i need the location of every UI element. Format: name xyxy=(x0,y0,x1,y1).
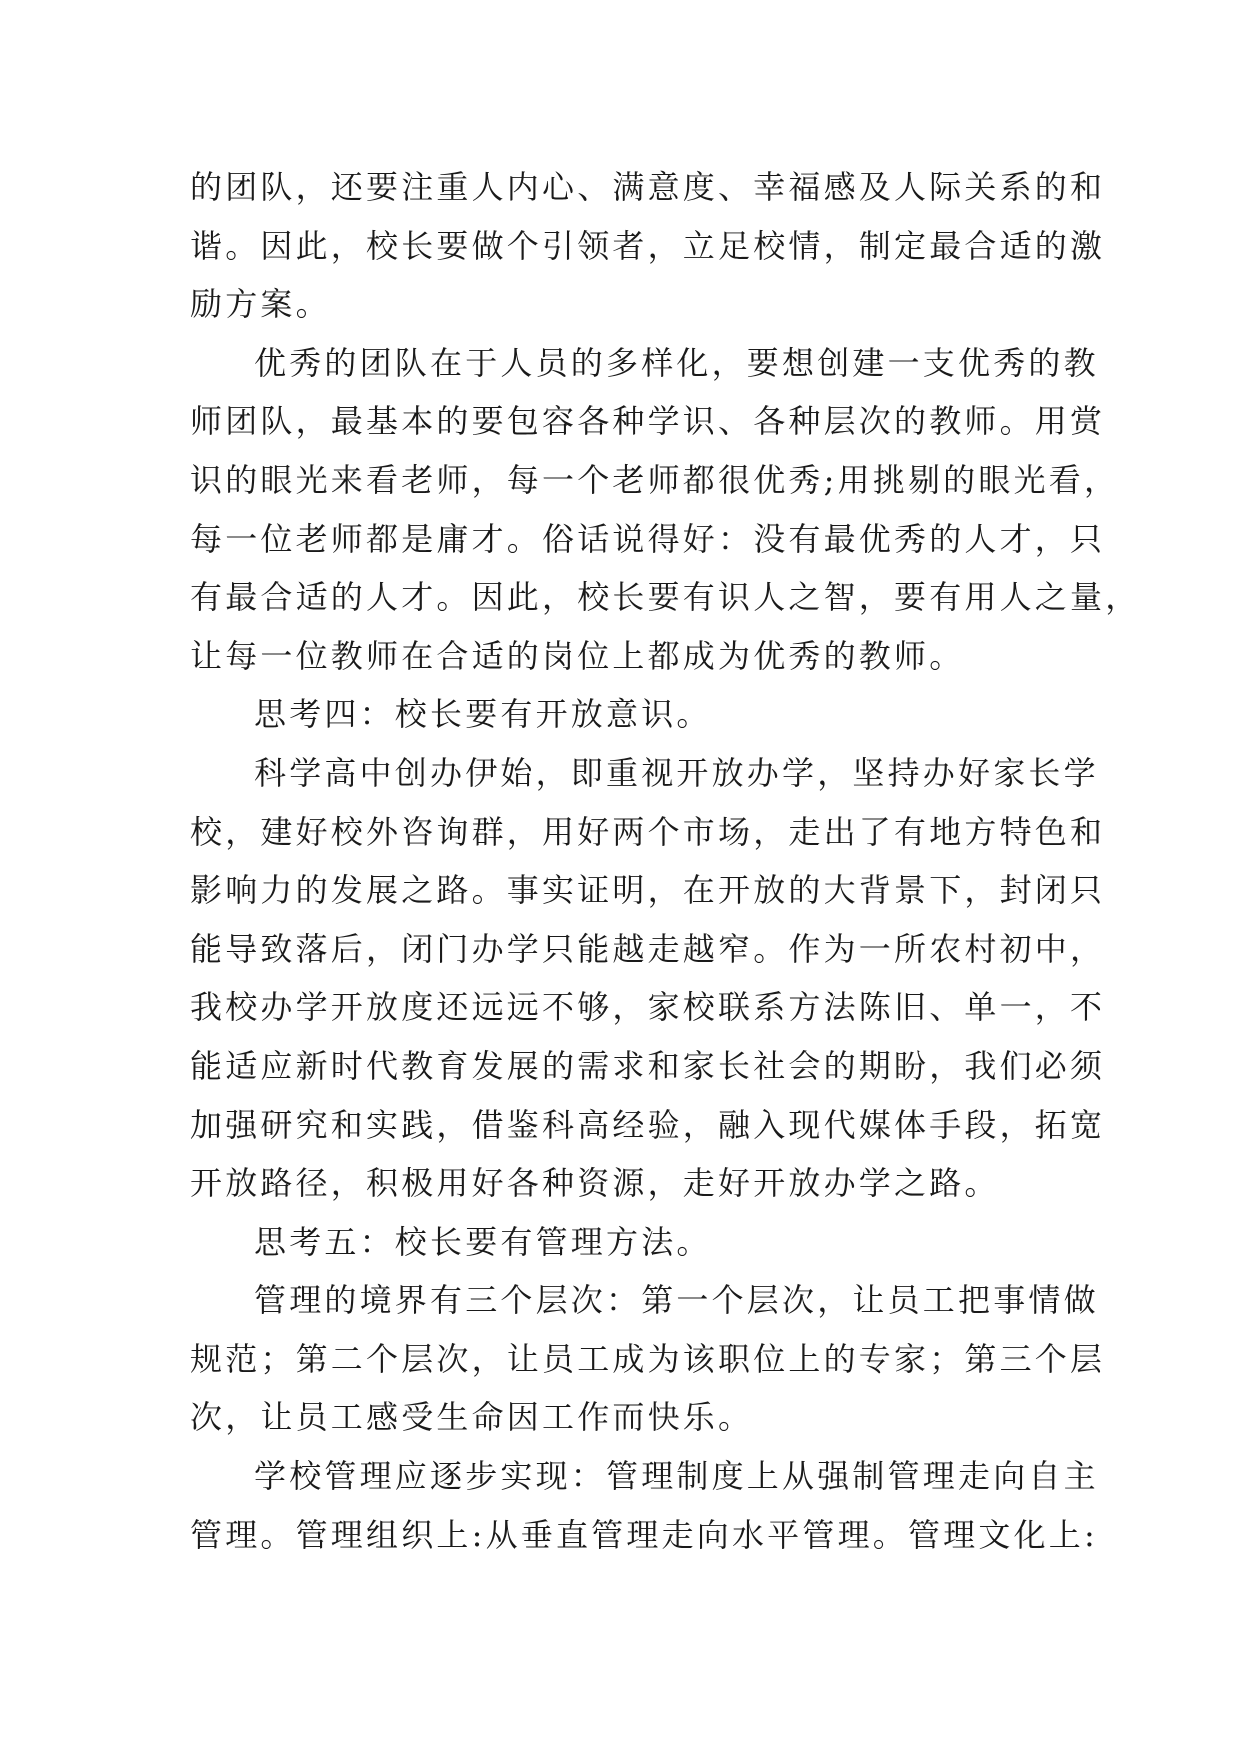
paragraph-line: 规范；第二个层次，让员工成为该职位上的专家；第三个层 xyxy=(190,1339,1106,1378)
paragraph-line: 优秀的团队在于人员的多样化，要想创建一支优秀的教 xyxy=(254,343,1099,382)
paragraph-line: 识的眼光来看老师，每一个老师都很优秀;用挑剔的眼光看， xyxy=(190,460,1120,499)
paragraph-line: 能导致落后，闭门办学只能越走越窄。作为一所农村初中， xyxy=(190,929,1106,968)
paragraph-line: 校，建好校外咨询群，用好两个市场，走出了有地方特色和 xyxy=(190,812,1106,851)
paragraph-line: 能适应新时代教育发展的需求和家长社会的期盼，我们必须 xyxy=(190,1046,1106,1085)
paragraph-line: 谐。因此，校长要做个引领者，立足校情，制定最合适的激 xyxy=(190,226,1106,265)
paragraph-line: 管理的境界有三个层次：第一个层次，让员工把事情做 xyxy=(254,1281,1099,1320)
paragraph-line: 师团队，最基本的要包容各种学识、各种层次的教师。用赏 xyxy=(190,402,1106,441)
paragraph-line: 学校管理应逐步实现：管理制度上从强制管理走向自主 xyxy=(254,1457,1099,1496)
paragraph-line: 每一位老师都是庸才。俗话说得好：没有最优秀的人才，只 xyxy=(190,519,1106,558)
paragraph-line: 让每一位教师在合适的岗位上都成为优秀的教师。 xyxy=(190,636,965,675)
paragraph-line: 次，让员工感受生命因工作而快乐。 xyxy=(190,1398,754,1437)
paragraph-line: 我校办学开放度还远远不够，家校联系方法陈旧、单一，不 xyxy=(190,988,1106,1027)
paragraph-line: 管理。管理组织上:从垂直管理走向水平管理。管理文化上: xyxy=(190,1515,1098,1554)
paragraph-line: 的团队，还要注重人内心、满意度、幸福感及人际关系的和 xyxy=(190,168,1106,206)
section-heading: 思考四：校长要有开放意识。 xyxy=(254,695,712,734)
paragraph-line: 有最合适的人才。因此，校长要有识人之智，要有用人之量， xyxy=(190,578,1141,617)
paragraph-line: 开放路径，积极用好各种资源，走好开放办学之路。 xyxy=(190,1164,1000,1203)
section-heading: 思考五：校长要有管理方法。 xyxy=(254,1222,712,1261)
paragraph-line: 励方案。 xyxy=(190,285,331,324)
document-body xyxy=(190,158,1141,1564)
paragraph-line: 影响力的发展之路。事实证明，在开放的大背景下，封闭只 xyxy=(190,871,1106,910)
paragraph-line: 加强研究和实践，借鉴科高经验，融入现代媒体手段，拓宽 xyxy=(190,1105,1106,1144)
paragraph-line: 科学高中创办伊始，即重视开放办学，坚持办好家长学 xyxy=(254,753,1099,792)
